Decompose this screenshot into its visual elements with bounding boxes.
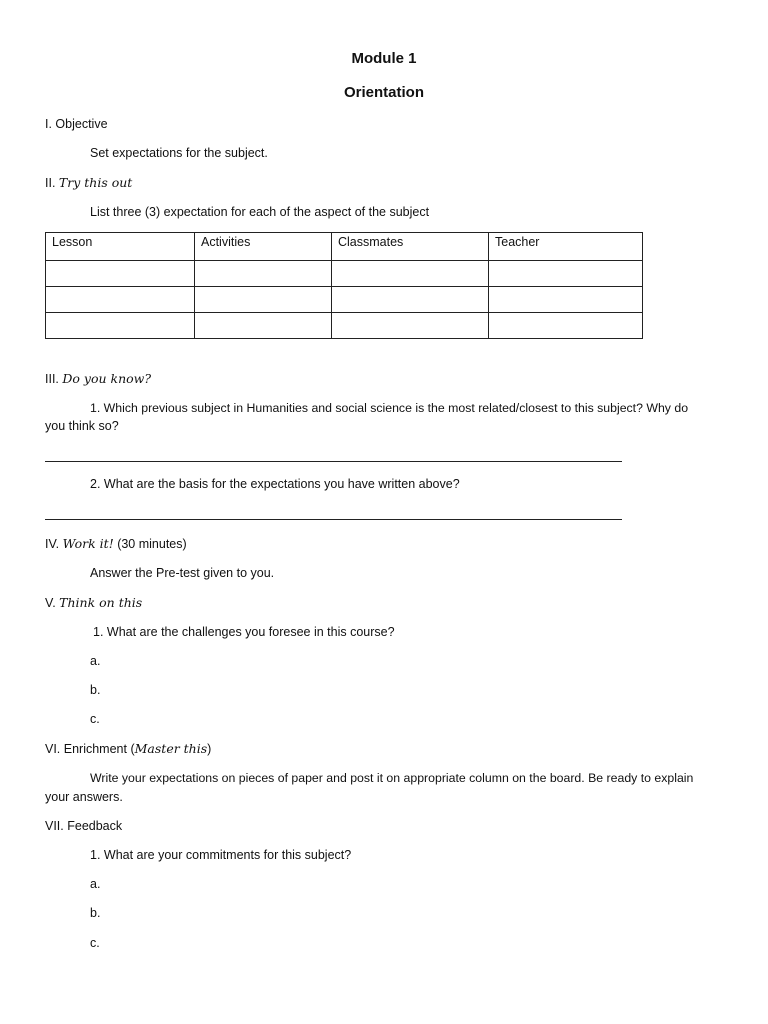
table-cell[interactable] <box>332 261 489 287</box>
try-this-out-instruction: List three (3) expectation for each of the aspect of the subject <box>90 205 430 219</box>
section-number: II. <box>45 176 56 190</box>
module-title: Module 1 <box>351 50 417 67</box>
table-cell[interactable] <box>46 313 195 339</box>
list-item: b. <box>90 683 101 697</box>
list-item: c. <box>90 936 100 950</box>
commitments-question: 1. What are your commitments for this subject? <box>90 848 352 862</box>
section-feedback-heading: VII. Feedback <box>45 819 123 833</box>
list-item: c. <box>90 712 100 726</box>
section-work-it-heading <box>45 536 187 551</box>
duration-note: (30 minutes) <box>113 537 187 551</box>
table-cell[interactable] <box>46 287 195 313</box>
page-subtitle: Orientation <box>343 84 424 101</box>
section-prefix: VI. Enrichment ( <box>45 742 135 756</box>
expectations-table <box>45 232 643 339</box>
table-cell[interactable] <box>195 261 332 287</box>
table-row <box>46 287 643 313</box>
list-item: a. <box>90 654 101 668</box>
objective-text: Set expectations for the subject. <box>90 146 268 160</box>
section-do-you-know-heading <box>45 371 151 386</box>
header-teacher: Teacher <box>489 233 643 261</box>
section-number: IV. <box>45 537 60 551</box>
section-number: V. <box>45 596 56 610</box>
header-classmates: Classmates <box>332 233 489 261</box>
table-row <box>46 261 643 287</box>
question-2: 2. What are the basis for the expectations you have written above? <box>90 477 460 491</box>
section-title-italic: Master this <box>134 741 208 756</box>
answer-line[interactable] <box>45 461 622 462</box>
table-cell[interactable] <box>489 261 643 287</box>
table-cell[interactable] <box>332 313 489 339</box>
section-try-this-out-heading <box>45 175 132 190</box>
section-suffix: ) <box>207 742 212 756</box>
header-activities: Activities <box>195 233 332 261</box>
table-cell[interactable] <box>195 313 332 339</box>
header-lesson: Lesson <box>46 233 195 261</box>
table-cell[interactable] <box>46 261 195 287</box>
challenges-question: 1. What are the challenges you foresee in this course? <box>93 625 395 639</box>
list-item: a. <box>90 877 101 891</box>
question-1-line-2: you think so? <box>45 419 119 433</box>
section-title-italic: Do you know? <box>62 371 152 386</box>
work-it-text: Answer the Pre-test given to you. <box>90 566 275 580</box>
table-cell[interactable] <box>489 287 643 313</box>
question-1-line-1: 1. Which previous subject in Humanities and social science is the most related/closest to this subject? Why do <box>90 401 689 415</box>
section-objective-heading: I. Objective <box>45 117 108 131</box>
enrichment-text-line-1: Write your expectations on pieces of paper and post it on appropriate column on the board. Be ready to explain <box>90 771 694 785</box>
table-cell[interactable] <box>489 313 643 339</box>
enrichment-text-line-2: your answers. <box>45 790 123 804</box>
section-enrichment-heading <box>45 741 211 756</box>
section-title-italic: Try this out <box>58 175 133 190</box>
answer-line[interactable] <box>45 519 622 520</box>
list-item: b. <box>90 906 101 920</box>
table-cell[interactable] <box>332 287 489 313</box>
table-cell[interactable] <box>195 287 332 313</box>
section-title-italic: Work it! <box>62 536 114 551</box>
table-row <box>46 313 643 339</box>
section-number: III. <box>45 372 59 386</box>
section-title-italic: Think on this <box>59 595 143 610</box>
section-think-on-this-heading <box>45 595 142 610</box>
table-header-row <box>46 233 643 261</box>
